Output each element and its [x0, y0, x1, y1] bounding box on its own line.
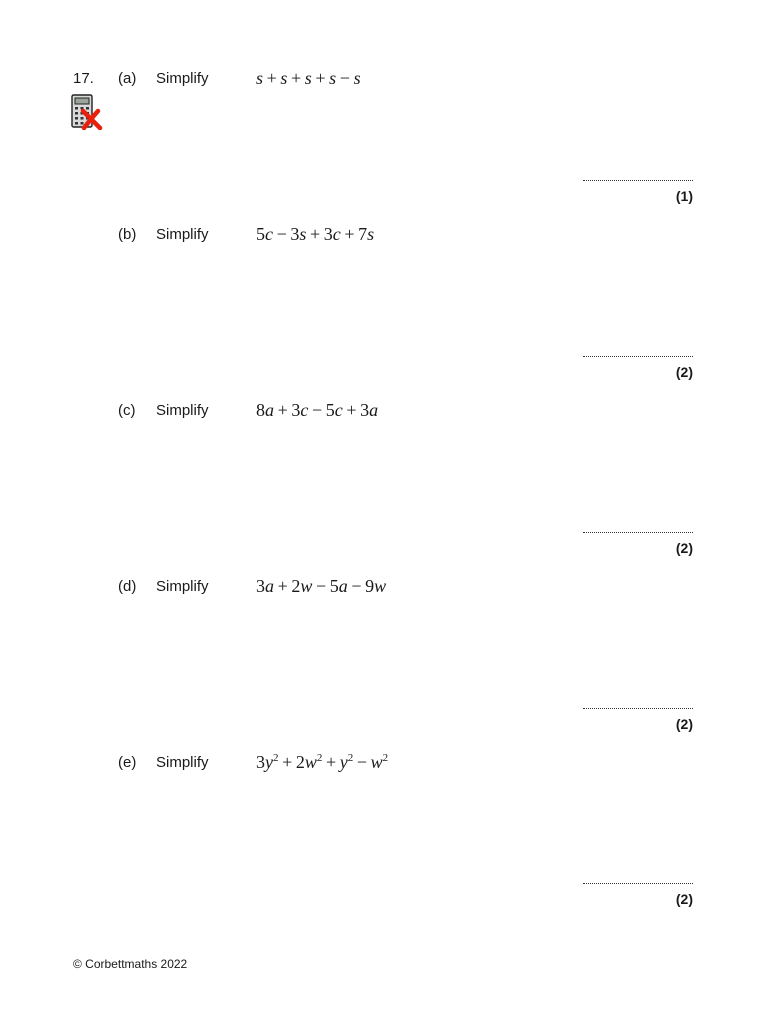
part-instruction: Simplify — [156, 402, 209, 419]
part-instruction: Simplify — [156, 70, 209, 87]
part-expression: $3y^2 + 2w^2 + y^2 - w^2$ — [256, 752, 389, 772]
part-letter: (e) — [118, 754, 137, 771]
marks-label: (2) — [675, 540, 693, 556]
no-calculator-icon — [70, 94, 106, 130]
answer-line[interactable] — [583, 356, 693, 357]
part-instruction: Simplify — [156, 754, 209, 771]
part-c — [118, 402, 718, 424]
part-a — [118, 70, 718, 92]
marks-label: (2) — [675, 891, 693, 907]
answer-line[interactable] — [583, 532, 693, 533]
copyright-footer: © Corbettmaths 2022 — [73, 957, 188, 971]
part-letter: (a) — [118, 70, 137, 87]
part-b — [118, 226, 718, 248]
answer-line[interactable] — [583, 708, 693, 709]
part-d — [118, 578, 718, 600]
marks-label: (2) — [675, 364, 693, 380]
part-expression: s + s + s + s − s — [256, 68, 361, 88]
part-e — [118, 754, 718, 776]
part-letter: (c) — [118, 402, 136, 419]
marks-label: (1) — [675, 188, 693, 204]
part-expression: 3a + 2w − 5a − 9w — [256, 576, 387, 596]
part-instruction: Simplify — [156, 226, 209, 243]
answer-line[interactable] — [583, 883, 693, 884]
part-letter: (b) — [118, 226, 137, 243]
answer-line[interactable] — [583, 180, 693, 181]
part-letter: (d) — [118, 578, 137, 595]
question-number: 17. — [73, 70, 94, 87]
marks-label: (2) — [675, 716, 693, 732]
part-expression: 8a + 3c − 5c + 3a — [256, 400, 379, 420]
part-instruction: Simplify — [156, 578, 209, 595]
part-expression: 5c − 3s + 3c + 7s — [256, 224, 375, 244]
